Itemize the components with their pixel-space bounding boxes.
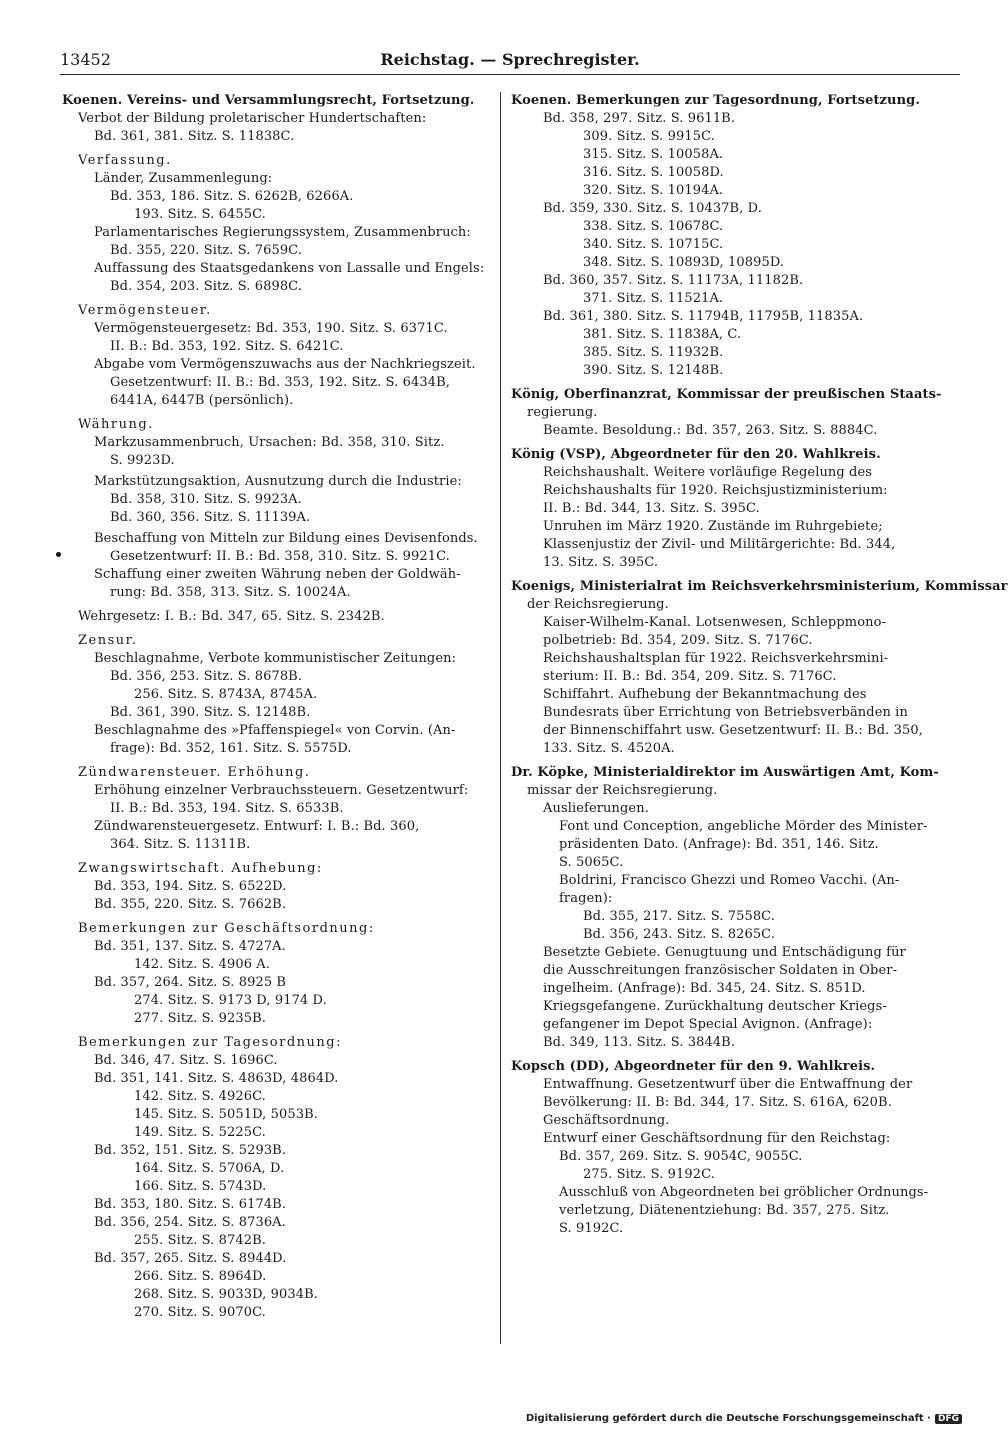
speaker-heading: Dr. Köpke, Ministerialdirektor im Auswärtigen Amt, Kom- — [511, 765, 939, 780]
register-line: Bd. 357, 264. Sitz. S. 8925 B — [94, 975, 287, 990]
register-line: Beschlagnahme, Verbote kommunistischer Zeitungen: — [94, 651, 457, 666]
register-line: Beschaffung von Mitteln zur Bildung eines Devisenfonds. — [94, 531, 478, 546]
register-line: Bd. 353, 194. Sitz. S. 6522D. — [94, 879, 287, 894]
register-line: der Binnenschiffahrt usw. Gesetzentwurf: II. B.: Bd. 350, — [543, 723, 923, 738]
running-head: Reichstag. — Sprechregister. — [380, 50, 640, 69]
register-line: Abgabe vom Vermögenszuwachs aus der Nachkriegszeit. — [94, 357, 476, 372]
speaker-heading: Koenigs, Ministerialrat im Reichsverkehrsministerium, Kommissar — [511, 579, 1008, 594]
register-line: Bd. 356, 253. Sitz. S. 8678B. — [110, 669, 303, 684]
register-line: 133. Sitz. S. 4520A. — [543, 741, 675, 756]
register-line: 255. Sitz. S. 8742B. — [134, 1233, 266, 1248]
register-line: Reichshaushaltsplan für 1922. Reichsverkehrsmini- — [543, 651, 889, 666]
register-line: 142. Sitz. S. 4926C. — [134, 1089, 266, 1104]
register-line: regierung. — [527, 405, 598, 420]
speaker-heading: Kopsch (DD), Abgeordneter für den 9. Wahlkreis. — [511, 1059, 876, 1074]
register-line: Kriegsgefangene. Zurückhaltung deutscher Kriegs- — [543, 999, 887, 1014]
register-line: Bd. 346, 47. Sitz. S. 1696C. — [94, 1053, 278, 1068]
speaker-heading: Koenen. Bemerkungen zur Tagesordnung, Fortsetzung. — [511, 93, 920, 108]
register-line: Gesetzentwurf: II. B.: Bd. 353, 192. Sitz. S. 6434B, — [110, 375, 450, 390]
register-line: Zwangswirtschaft. Aufhebung: — [78, 861, 323, 876]
register-line: Vermögensteuergesetz: Bd. 353, 190. Sitz. S. 6371C. — [94, 321, 448, 336]
register-line: S. 9923D. — [110, 453, 175, 468]
register-line: gefangener im Depot Special Avignon. (Anfrage): — [543, 1017, 873, 1032]
register-line: Bd. 359, 330. Sitz. S. 10437B, D. — [543, 201, 762, 216]
register-line: Bd. 353, 180. Sitz. S. 6174B. — [94, 1197, 287, 1212]
register-line: Parlamentarisches Regierungssystem, Zusammenbruch: — [94, 225, 471, 240]
register-line: Bundesrats über Errichtung von Betriebsverbänden in — [543, 705, 908, 720]
register-line: Besetzte Gebiete. Genugtuung und Entschädigung für — [543, 945, 906, 960]
register-line: 145. Sitz. S. 5051D, 5053B. — [134, 1107, 318, 1122]
register-line: Geschäftsordnung. — [543, 1113, 670, 1128]
register-line: Font und Conception, angebliche Mörder des Minister- — [559, 819, 928, 834]
register-line: Bd. 361, 390. Sitz. S. 12148B. — [110, 705, 311, 720]
register-line: Reichshaushalts für 1920. Reichsjustizministerium: — [543, 483, 888, 498]
register-line: Gesetzentwurf: II. B.: Bd. 358, 310. Sitz. S. 9921C. — [110, 549, 450, 564]
register-line: Zündwarensteuergesetz. Entwurf: I. B.: Bd. 360, — [94, 819, 420, 834]
register-line: 164. Sitz. S. 5706A, D. — [134, 1161, 285, 1176]
register-line: 268. Sitz. S. 9033D, 9034B. — [134, 1287, 318, 1302]
register-line: Bd. 349, 113. Sitz. S. 3844B. — [543, 1035, 736, 1050]
register-line: 381. Sitz. S. 11838A, C. — [583, 327, 742, 342]
register-line: Schaffung einer zweiten Währung neben der Goldwäh- — [94, 567, 461, 582]
register-line: 320. Sitz. S. 10194A. — [583, 183, 724, 198]
register-line: 309. Sitz. S. 9915C. — [583, 129, 715, 144]
speaker-heading: König (VSP), Abgeordneter für den 20. Wahlkreis. — [511, 447, 881, 462]
register-line: Boldrini, Francisco Ghezzi und Romeo Vacchi. (An- — [559, 873, 900, 888]
register-line: Unruhen im März 1920. Zustände im Ruhrgebiete; — [543, 519, 883, 534]
register-line: sterium: II. B.: Bd. 354, 209. Sitz. S. 7176C. — [543, 669, 837, 684]
register-line: 390. Sitz. S. 12148B. — [583, 363, 724, 378]
footer — [526, 1413, 962, 1424]
register-line: 348. Sitz. S. 10893D, 10895D. — [583, 255, 785, 270]
register-line: Schiffahrt. Aufhebung der Bekanntmachung des — [543, 687, 867, 702]
register-line: Reichshaushalt. Weitere vorläufige Regelung des — [543, 465, 873, 480]
register-line: Währung. — [78, 417, 154, 432]
register-line: Entwurf einer Geschäftsordnung für den Reichstag: — [543, 1131, 891, 1146]
register-line: Entwaffnung. Gesetzentwurf über die Entwaffnung der — [543, 1077, 913, 1092]
register-line: Bd. 352, 151. Sitz. S. 5293B. — [94, 1143, 287, 1158]
right-column — [511, 92, 1008, 1238]
register-line: Verbot der Bildung proletarischer Hundertschaften: — [78, 111, 427, 126]
register-line: 149. Sitz. S. 5225C. — [134, 1125, 266, 1140]
register-line: Bd. 358, 310. Sitz. S. 9923A. — [110, 492, 302, 507]
register-line: Auslieferungen. — [543, 801, 649, 816]
register-line: Länder, Zusammenlegung: — [94, 171, 273, 186]
register-line: 274. Sitz. S. 9173 D, 9174 D. — [134, 993, 327, 1008]
register-line: 6441A, 6447B (persönlich). — [110, 393, 294, 408]
register-line: Bd. 361, 380. Sitz. S. 11794B, 11795B, 11835A. — [543, 309, 864, 324]
register-line: missar der Reichsregierung. — [527, 783, 718, 798]
register-line: Beamte. Besoldung.: Bd. 357, 263. Sitz. S. 8884C. — [543, 423, 878, 438]
register-line: Bd. 361, 381. Sitz. S. 11838C. — [94, 129, 295, 144]
register-line: Bd. 355, 217. Sitz. S. 7558C. — [583, 909, 776, 924]
margin-bullet-mark — [56, 552, 61, 557]
register-line: 338. Sitz. S. 10678C. — [583, 219, 724, 234]
register-line: Bd. 353, 186. Sitz. S. 6262B, 6266A. — [110, 189, 354, 204]
register-line: Kaiser-Wilhelm-Kanal. Lotsenwesen, Schleppmono- — [543, 615, 887, 630]
register-line: Bd. 360, 357. Sitz. S. 11173A, 11182B. — [543, 273, 804, 288]
register-line: Bemerkungen zur Geschäftsordnung: — [78, 921, 375, 936]
speaker-heading: König, Oberfinanzrat, Kommissar der preußischen Staats- — [511, 387, 942, 402]
register-line: Bd. 357, 265. Sitz. S. 8944D. — [94, 1251, 287, 1266]
register-line: II. B.: Bd. 353, 192. Sitz. S. 6421C. — [110, 339, 344, 354]
register-line: polbetrieb: Bd. 354, 209. Sitz. S. 7176C. — [543, 633, 813, 648]
register-line: 275. Sitz. S. 9192C. — [583, 1167, 715, 1182]
register-line: 371. Sitz. S. 11521A. — [583, 291, 724, 306]
speaker-heading: Koenen. Vereins- und Versammlungsrecht, Fortsetzung. — [62, 93, 475, 108]
footer-credit: Digitalisierung gefördert durch die Deutsche Forschungsgemeinschaft · — [525, 1413, 931, 1424]
register-line: ingelheim. (Anfrage): Bd. 345, 24. Sitz. S. 851D. — [543, 981, 866, 996]
dfg-logo: DFG — [935, 1414, 962, 1424]
register-line: die Ausschreitungen französischer Soldaten in Ober- — [543, 963, 898, 978]
register-line: Bd. 351, 141. Sitz. S. 4863D, 4864D. — [94, 1071, 339, 1086]
register-line: 316. Sitz. S. 10058D. — [583, 165, 724, 180]
register-line: II. B.: Bd. 353, 194. Sitz. S. 6533B. — [110, 801, 344, 816]
register-line: Wehrgesetz: I. B.: Bd. 347, 65. Sitz. S. 2342B. — [78, 609, 385, 624]
register-line: Bevölkerung: II. B: Bd. 344, 17. Sitz. S. 616A, 620B. — [543, 1095, 892, 1110]
register-line: 193. Sitz. S. 6455C. — [134, 207, 266, 222]
register-line: Bd. 356, 243. Sitz. S. 8265C. — [583, 927, 776, 942]
register-line: 13. Sitz. S. 395C. — [543, 555, 659, 570]
column-divider — [500, 92, 501, 1344]
register-line: 142. Sitz. S. 4906 A. — [134, 957, 271, 972]
register-line: 256. Sitz. S. 8743A, 8745A. — [134, 687, 318, 702]
register-line: S. 9192C. — [559, 1221, 624, 1236]
register-line: Erhöhung einzelner Verbrauchssteuern. Gesetzentwurf: — [94, 783, 469, 798]
register-line: präsidenten Dato. (Anfrage): Bd. 351, 146. Sitz. — [559, 837, 879, 852]
page-header — [60, 50, 960, 75]
register-line: 270. Sitz. S. 9070C. — [134, 1305, 266, 1320]
left-column — [62, 92, 492, 1322]
register-line: Markstützungsaktion, Ausnutzung durch die Industrie: — [94, 474, 462, 489]
register-line: frage): Bd. 352, 161. Sitz. S. 5575D. — [110, 741, 352, 756]
register-line: Auffassung des Staatsgedankens von Lassalle und Engels: — [94, 261, 485, 276]
register-line: Bd. 357, 269. Sitz. S. 9054C, 9055C. — [559, 1149, 803, 1164]
register-line: 266. Sitz. S. 8964D. — [134, 1269, 267, 1284]
register-line: 315. Sitz. S. 10058A. — [583, 147, 724, 162]
register-line: 277. Sitz. S. 9235B. — [134, 1011, 266, 1026]
register-line: Bd. 356, 254. Sitz. S. 8736A. — [94, 1215, 286, 1230]
register-line: S. 5065C. — [559, 855, 624, 870]
register-line: Vermögensteuer. — [78, 303, 212, 318]
register-line: Zensur. — [78, 633, 138, 648]
register-line: Beschlagnahme des »Pfaffenspiegel« von Corvin. (An- — [94, 723, 456, 738]
register-line: fragen): — [559, 891, 613, 906]
register-line: verletzung, Diätenentziehung: Bd. 357, 275. Sitz. — [559, 1203, 890, 1218]
register-line: Verfassung. — [78, 153, 172, 168]
register-line: 166. Sitz. S. 5743D. — [134, 1179, 267, 1194]
page-number: 13452 — [60, 50, 111, 69]
register-line: Klassenjustiz der Zivil- und Militärgerichte: Bd. 344, — [543, 537, 896, 552]
register-line: 385. Sitz. S. 11932B. — [583, 345, 724, 360]
register-line: Markzusammenbruch, Ursachen: Bd. 358, 310. Sitz. — [94, 435, 445, 450]
register-line: Ausschluß von Abgeordneten bei gröblicher Ordnungs- — [559, 1185, 929, 1200]
register-line: Zündwarensteuer. Erhöhung. — [78, 765, 311, 780]
register-line: Bd. 355, 220. Sitz. S. 7659C. — [110, 243, 303, 258]
register-line: 364. Sitz. S. 11311B. — [110, 837, 251, 852]
register-line: Bd. 351, 137. Sitz. S. 4727A. — [94, 939, 286, 954]
register-line: Bd. 358, 297. Sitz. S. 9611B. — [543, 111, 736, 126]
register-line: rung: Bd. 358, 313. Sitz. S. 10024A. — [110, 585, 351, 600]
register-line: 340. Sitz. S. 10715C. — [583, 237, 724, 252]
register-line: Bd. 355, 220. Sitz. S. 7662B. — [94, 897, 287, 912]
register-line: II. B.: Bd. 344, 13. Sitz. S. 395C. — [543, 501, 760, 516]
register-line: Bemerkungen zur Tagesordnung: — [78, 1035, 342, 1050]
register-line: der Reichsregierung. — [527, 597, 669, 612]
register-line: Bd. 360, 356. Sitz. S. 11139A. — [110, 510, 311, 525]
register-line: Bd. 354, 203. Sitz. S. 6898C. — [110, 279, 303, 294]
